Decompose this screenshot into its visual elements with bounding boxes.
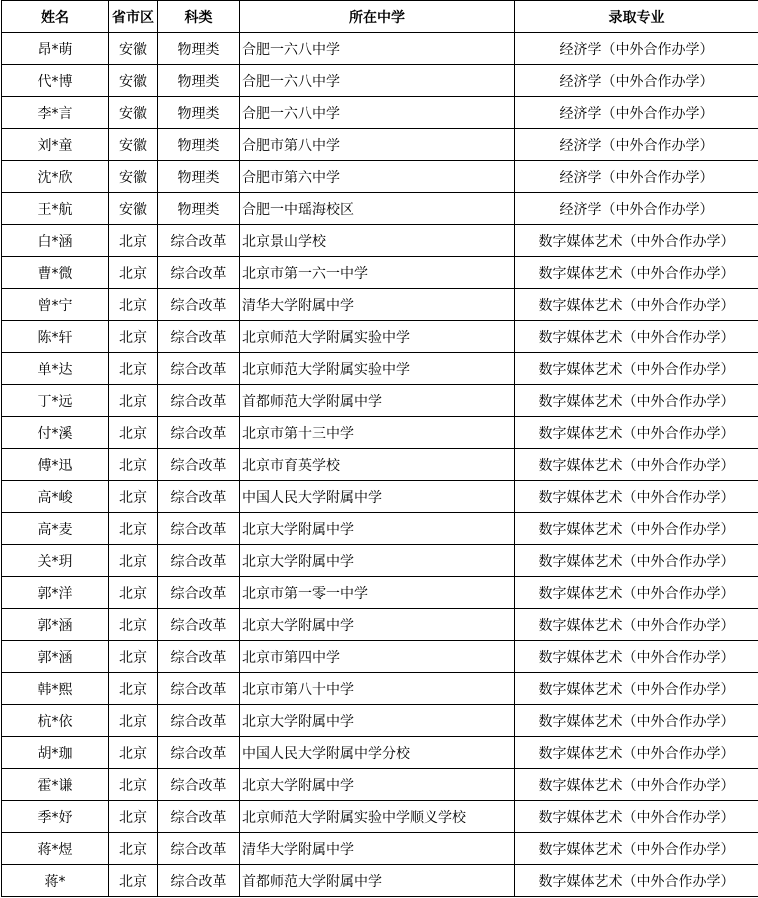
table-row: [2, 257, 758, 289]
category-cell: 综合改革: [158, 257, 240, 289]
school-cell: 北京大学附属中学: [240, 705, 515, 737]
student-name-cell: 胡*珈: [2, 737, 109, 769]
school-cell: 北京大学附属中学: [240, 609, 515, 641]
student-name-cell: 郭*涵: [2, 641, 109, 673]
student-name-cell: 付*溪: [2, 417, 109, 449]
student-name-cell: 王*航: [2, 193, 109, 225]
major-cell: 数字媒体艺术（中外合作办学）: [515, 577, 758, 609]
student-name-cell: 高*峻: [2, 481, 109, 513]
major-cell: 数字媒体艺术（中外合作办学）: [515, 865, 758, 897]
header-category: 科类: [158, 1, 240, 33]
province-cell: 安徽: [109, 161, 158, 193]
category-cell: 综合改革: [158, 481, 240, 513]
category-cell: 综合改革: [158, 641, 240, 673]
school-cell: 中国人民大学附属中学分校: [240, 737, 515, 769]
table-row: [2, 353, 758, 385]
school-cell: 清华大学附属中学: [240, 833, 515, 865]
major-cell: 数字媒体艺术（中外合作办学）: [515, 641, 758, 673]
student-name-cell: 关*玥: [2, 545, 109, 577]
table-body: [2, 33, 758, 897]
school-cell: 北京市第四中学: [240, 641, 515, 673]
province-cell: 北京: [109, 353, 158, 385]
student-name-cell: 傅*迅: [2, 449, 109, 481]
table-row: [2, 97, 758, 129]
student-name-cell: 蒋*: [2, 865, 109, 897]
student-name-cell: 高*麦: [2, 513, 109, 545]
student-name-cell: 蒋*煜: [2, 833, 109, 865]
school-cell: 北京景山学校: [240, 225, 515, 257]
table-row: [2, 225, 758, 257]
student-name-cell: 陈*轩: [2, 321, 109, 353]
school-cell: 合肥市第六中学: [240, 161, 515, 193]
province-cell: 北京: [109, 705, 158, 737]
major-cell: 数字媒体艺术（中外合作办学）: [515, 353, 758, 385]
school-cell: 北京市第一六一中学: [240, 257, 515, 289]
category-cell: 综合改革: [158, 609, 240, 641]
student-name-cell: 代*博: [2, 65, 109, 97]
admission-table: [1, 0, 758, 897]
major-cell: 数字媒体艺术（中外合作办学）: [515, 257, 758, 289]
major-cell: 数字媒体艺术（中外合作办学）: [515, 545, 758, 577]
category-cell: 物理类: [158, 193, 240, 225]
table-row: [2, 385, 758, 417]
major-cell: 经济学（中外合作办学）: [515, 97, 758, 129]
table-row: [2, 577, 758, 609]
header-major: 录取专业: [515, 1, 758, 33]
category-cell: 物理类: [158, 161, 240, 193]
student-name-cell: 韩*熙: [2, 673, 109, 705]
table-row: [2, 769, 758, 801]
student-name-cell: 白*涵: [2, 225, 109, 257]
category-cell: 综合改革: [158, 513, 240, 545]
school-cell: 北京师范大学附属实验中学: [240, 353, 515, 385]
category-cell: 综合改革: [158, 353, 240, 385]
category-cell: 综合改革: [158, 321, 240, 353]
province-cell: 安徽: [109, 97, 158, 129]
major-cell: 数字媒体艺术（中外合作办学）: [515, 289, 758, 321]
student-name-cell: 刘*童: [2, 129, 109, 161]
table-row: [2, 321, 758, 353]
major-cell: 数字媒体艺术（中外合作办学）: [515, 417, 758, 449]
province-cell: 北京: [109, 225, 158, 257]
category-cell: 综合改革: [158, 801, 240, 833]
major-cell: 数字媒体艺术（中外合作办学）: [515, 609, 758, 641]
school-cell: 合肥一六八中学: [240, 65, 515, 97]
major-cell: 数字媒体艺术（中外合作办学）: [515, 769, 758, 801]
school-cell: 北京大学附属中学: [240, 769, 515, 801]
table-row: [2, 417, 758, 449]
table-row: [2, 641, 758, 673]
student-name-cell: 曾*宁: [2, 289, 109, 321]
category-cell: 综合改革: [158, 737, 240, 769]
province-cell: 北京: [109, 289, 158, 321]
table-header: [2, 1, 758, 33]
school-cell: 清华大学附属中学: [240, 289, 515, 321]
major-cell: 数字媒体艺术（中外合作办学）: [515, 705, 758, 737]
province-cell: 北京: [109, 577, 158, 609]
major-cell: 数字媒体艺术（中外合作办学）: [515, 385, 758, 417]
province-cell: 安徽: [109, 65, 158, 97]
table-row: [2, 705, 758, 737]
major-cell: 数字媒体艺术（中外合作办学）: [515, 673, 758, 705]
student-name-cell: 单*达: [2, 353, 109, 385]
student-name-cell: 昂*萌: [2, 33, 109, 65]
header-school: 所在中学: [240, 1, 515, 33]
category-cell: 综合改革: [158, 545, 240, 577]
table-row: [2, 65, 758, 97]
school-cell: 合肥一六八中学: [240, 33, 515, 65]
category-cell: 综合改革: [158, 705, 240, 737]
school-cell: 北京大学附属中学: [240, 513, 515, 545]
student-name-cell: 郭*涵: [2, 609, 109, 641]
student-name-cell: 曹*微: [2, 257, 109, 289]
school-cell: 北京市育英学校: [240, 449, 515, 481]
province-cell: 北京: [109, 673, 158, 705]
major-cell: 数字媒体艺术（中外合作办学）: [515, 833, 758, 865]
table-row: [2, 129, 758, 161]
table-row: [2, 609, 758, 641]
table-row: [2, 865, 758, 897]
table-row: [2, 545, 758, 577]
school-cell: 北京师范大学附属实验中学顺义学校: [240, 801, 515, 833]
category-cell: 综合改革: [158, 673, 240, 705]
category-cell: 综合改革: [158, 865, 240, 897]
province-cell: 北京: [109, 801, 158, 833]
category-cell: 综合改革: [158, 449, 240, 481]
province-cell: 北京: [109, 833, 158, 865]
student-name-cell: 郭*洋: [2, 577, 109, 609]
student-name-cell: 杭*依: [2, 705, 109, 737]
major-cell: 经济学（中外合作办学）: [515, 129, 758, 161]
school-cell: 合肥一六八中学: [240, 97, 515, 129]
province-cell: 北京: [109, 737, 158, 769]
major-cell: 数字媒体艺术（中外合作办学）: [515, 513, 758, 545]
school-cell: 首都师范大学附属中学: [240, 385, 515, 417]
header-name: 姓名: [2, 1, 109, 33]
category-cell: 综合改革: [158, 225, 240, 257]
province-cell: 北京: [109, 609, 158, 641]
category-cell: 综合改革: [158, 577, 240, 609]
major-cell: 数字媒体艺术（中外合作办学）: [515, 737, 758, 769]
table-row: [2, 673, 758, 705]
province-cell: 安徽: [109, 193, 158, 225]
category-cell: 物理类: [158, 33, 240, 65]
major-cell: 经济学（中外合作办学）: [515, 161, 758, 193]
province-cell: 安徽: [109, 129, 158, 161]
table-row: [2, 289, 758, 321]
category-cell: 综合改革: [158, 417, 240, 449]
school-cell: 北京师范大学附属实验中学: [240, 321, 515, 353]
header-province: 省市区: [109, 1, 158, 33]
major-cell: 数字媒体艺术（中外合作办学）: [515, 481, 758, 513]
category-cell: 物理类: [158, 65, 240, 97]
province-cell: 北京: [109, 417, 158, 449]
table-row: [2, 193, 758, 225]
school-cell: 北京大学附属中学: [240, 545, 515, 577]
province-cell: 北京: [109, 257, 158, 289]
student-name-cell: 霍*谦: [2, 769, 109, 801]
province-cell: 北京: [109, 769, 158, 801]
student-name-cell: 丁*远: [2, 385, 109, 417]
student-name-cell: 李*言: [2, 97, 109, 129]
school-cell: 首都师范大学附属中学: [240, 865, 515, 897]
table-row: [2, 161, 758, 193]
table-row: [2, 737, 758, 769]
school-cell: 北京市第八十中学: [240, 673, 515, 705]
province-cell: 北京: [109, 481, 158, 513]
category-cell: 物理类: [158, 129, 240, 161]
school-cell: 合肥市第八中学: [240, 129, 515, 161]
table-row: [2, 833, 758, 865]
school-cell: 中国人民大学附属中学: [240, 481, 515, 513]
table-row: [2, 481, 758, 513]
major-cell: 经济学（中外合作办学）: [515, 33, 758, 65]
header-row: [2, 1, 758, 33]
major-cell: 经济学（中外合作办学）: [515, 193, 758, 225]
province-cell: 北京: [109, 865, 158, 897]
province-cell: 安徽: [109, 33, 158, 65]
category-cell: 综合改革: [158, 289, 240, 321]
student-name-cell: 沈*欣: [2, 161, 109, 193]
major-cell: 数字媒体艺术（中外合作办学）: [515, 321, 758, 353]
province-cell: 北京: [109, 449, 158, 481]
major-cell: 数字媒体艺术（中外合作办学）: [515, 449, 758, 481]
category-cell: 综合改革: [158, 769, 240, 801]
student-name-cell: 季*妤: [2, 801, 109, 833]
major-cell: 经济学（中外合作办学）: [515, 65, 758, 97]
province-cell: 北京: [109, 385, 158, 417]
major-cell: 数字媒体艺术（中外合作办学）: [515, 225, 758, 257]
major-cell: 数字媒体艺术（中外合作办学）: [515, 801, 758, 833]
province-cell: 北京: [109, 513, 158, 545]
school-cell: 北京市第十三中学: [240, 417, 515, 449]
table-row: [2, 513, 758, 545]
province-cell: 北京: [109, 545, 158, 577]
table-row: [2, 801, 758, 833]
table-row: [2, 33, 758, 65]
category-cell: 物理类: [158, 97, 240, 129]
school-cell: 北京市第一零一中学: [240, 577, 515, 609]
school-cell: 合肥一中瑶海校区: [240, 193, 515, 225]
category-cell: 综合改革: [158, 833, 240, 865]
category-cell: 综合改革: [158, 385, 240, 417]
table-row: [2, 449, 758, 481]
province-cell: 北京: [109, 321, 158, 353]
province-cell: 北京: [109, 641, 158, 673]
